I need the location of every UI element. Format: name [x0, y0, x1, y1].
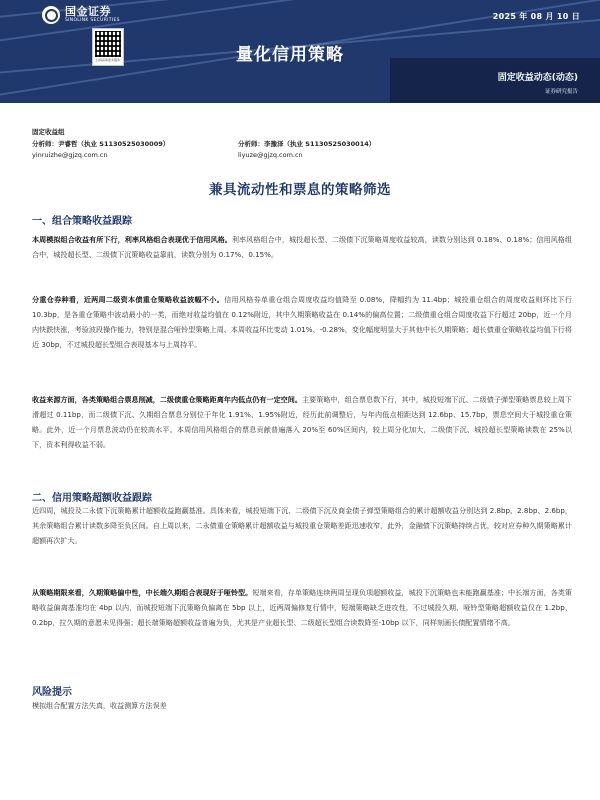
- analyst-email[interactable]: liyuze@gjzq.com.cn: [238, 151, 303, 159]
- paragraph-body: 近四周，城投及二永债下沉策略累计超额收益跑赢基准。具体来看，城投短端下沉、二级债下沉及商金债子弹型策略组合的累计超额收益分别达到 2.8bp、2.8bp、2.6bp，其余策略组合累计读数多降至负区间。自上周以来，二永债重仓策略累计超额收益与城投重仓策略差距迅速收窄，此外，金融债下沉策略持续占优，较对应券种久期策略累计超额再次扩大。: [32, 506, 572, 545]
- qr-code[interactable]: [92, 28, 124, 66]
- report-banner: [0, 0, 600, 103]
- analyst-1: [32, 139, 169, 161]
- company-logo: [42, 6, 120, 24]
- analyst-name: 尹睿哲: [58, 140, 78, 148]
- paragraph-lead: 分重仓券种看，近两周二级资本债重仓策略收益波幅不小。: [32, 295, 225, 304]
- logo-name-cn: 国金证券: [65, 5, 111, 18]
- section-heading: 一、组合策略收益跟踪: [32, 216, 132, 227]
- section-heading: 二、信用策略超额收益跟踪: [32, 493, 152, 504]
- analyst-role: 分析师：: [238, 140, 264, 148]
- paragraph-lead: 本周模拟组合收益有所下行，利率风格组合表现优于信用风格。: [32, 235, 232, 244]
- logo-name-en: SINOLINK SECURITIES: [65, 18, 120, 23]
- paragraph-body: 信用风格券单重仓组合周度收益均值降至 0.08%，降幅约为 11.4bp；城投重仓组合的周度收益则环比下行 10.3bp，是各重仓策略中波动最小的一类，而绝对收益均值在 0.12%附近，其中久期策略收益在 0.14%的偏高位置；二级债重仓组合周度收益下行超过 20bp，近一个月内快跌快涨，考验波段操作能力，特别是混合哑铃型策略上周、本周收益环比变动 1.01%、-0.28%，变化幅度明显大于其他中长久期策略；超长债重仓策略收益均值下行将近 30bp，不过城投超长型组合表现基本与上周持平。: [32, 295, 573, 349]
- paragraph: [32, 585, 572, 630]
- report-date: 2025 年 08 月 10 日: [492, 12, 580, 21]
- analyst-email[interactable]: yinruizhe@gjzq.com.cn: [32, 151, 108, 159]
- team-name: 固定收益组: [32, 128, 65, 136]
- analyst-2: [238, 139, 375, 161]
- report-series-title: 量化信用策略: [236, 45, 344, 65]
- analyst-cert: （执业 S1130525030014）: [283, 140, 376, 148]
- paragraph-body: 模拟组合配置方法失真，收益测算方法误差: [32, 701, 167, 710]
- paragraph: [32, 232, 572, 262]
- paragraph-lead: 收益来源方面，各类策略组合票息削减，二级债重仓策略距离年内低点仍有一定空间。: [32, 395, 303, 404]
- paragraph-body: 利率风格组合中，城投超长型、二级债下沉策略周度收益较高，读数分别达到 0.18%、0.18%；信用风格组合中，城投超长型、二级债下沉策略收益靠前，读数分别为 0.17%、0.15%。: [32, 235, 572, 259]
- qr-label: 扫码获取更多服务: [95, 58, 120, 62]
- logo-emblem-icon: [42, 6, 60, 24]
- section-heading: 风险提示: [32, 687, 72, 698]
- paragraph-body: 短端来看，存单策略连续两周呈现负项超额收益，城投下沉策略也未能跑赢基准；中长端方面，各类策略收益偏离基准均在 4bp 以内，而城投短端下沉策略负偏离在 5bp 以上，近两周偏修复行情中，短端策略缺乏进攻性，不过城投久期、哑铃型策略超额收益仅在 1.2bp、0.2bp，拉久期的意愿未见得强；超长端策略超额收益普遍为负，尤其是产业超长型、二级超长型组合读数降至-10bp 以下，同样刻画长债配置情绪不高。: [32, 588, 572, 627]
- report-type: 固定收益动态(动态): [497, 73, 578, 83]
- document-title: 兼具流动性和票息的策略筛选: [209, 182, 391, 198]
- paragraph-body: 主要策略中，组合票息数下行，其中，城投短端下沉、二级债子弹型策略票息较上周下滑超过 0.11bp，而二级债下沉、久期组合票息分别位于年化 1.91%、1.95%附近，经历此前调整后，与年内低点相距达到 12.6bp、15.7bp，票息空间大于城投重仓策略。此外，近一个月票息波动仍在较高水平。本周信用风格组合的票息贡献普遍落入 20%至 60%区间内，较上周分化加大，二级债下沉、城投超长型策略读数在 25%以下，资本利得收益不弱。: [32, 395, 573, 449]
- paragraph: [32, 503, 572, 548]
- analyst-name: 李豫泽: [264, 140, 284, 148]
- paragraph: [32, 698, 572, 713]
- paragraph-lead: 从策略期限来看，久期策略偏中性，中长端久期组合表现好于哑铃型。: [32, 588, 253, 597]
- analyst-cert: （执业 S1130525030009）: [77, 140, 170, 148]
- analyst-role: 分析师：: [32, 140, 58, 148]
- paragraph: [32, 292, 572, 352]
- paragraph: [32, 392, 572, 452]
- report-category: 证券研究报告: [544, 89, 578, 95]
- qr-code-icon: [95, 31, 121, 57]
